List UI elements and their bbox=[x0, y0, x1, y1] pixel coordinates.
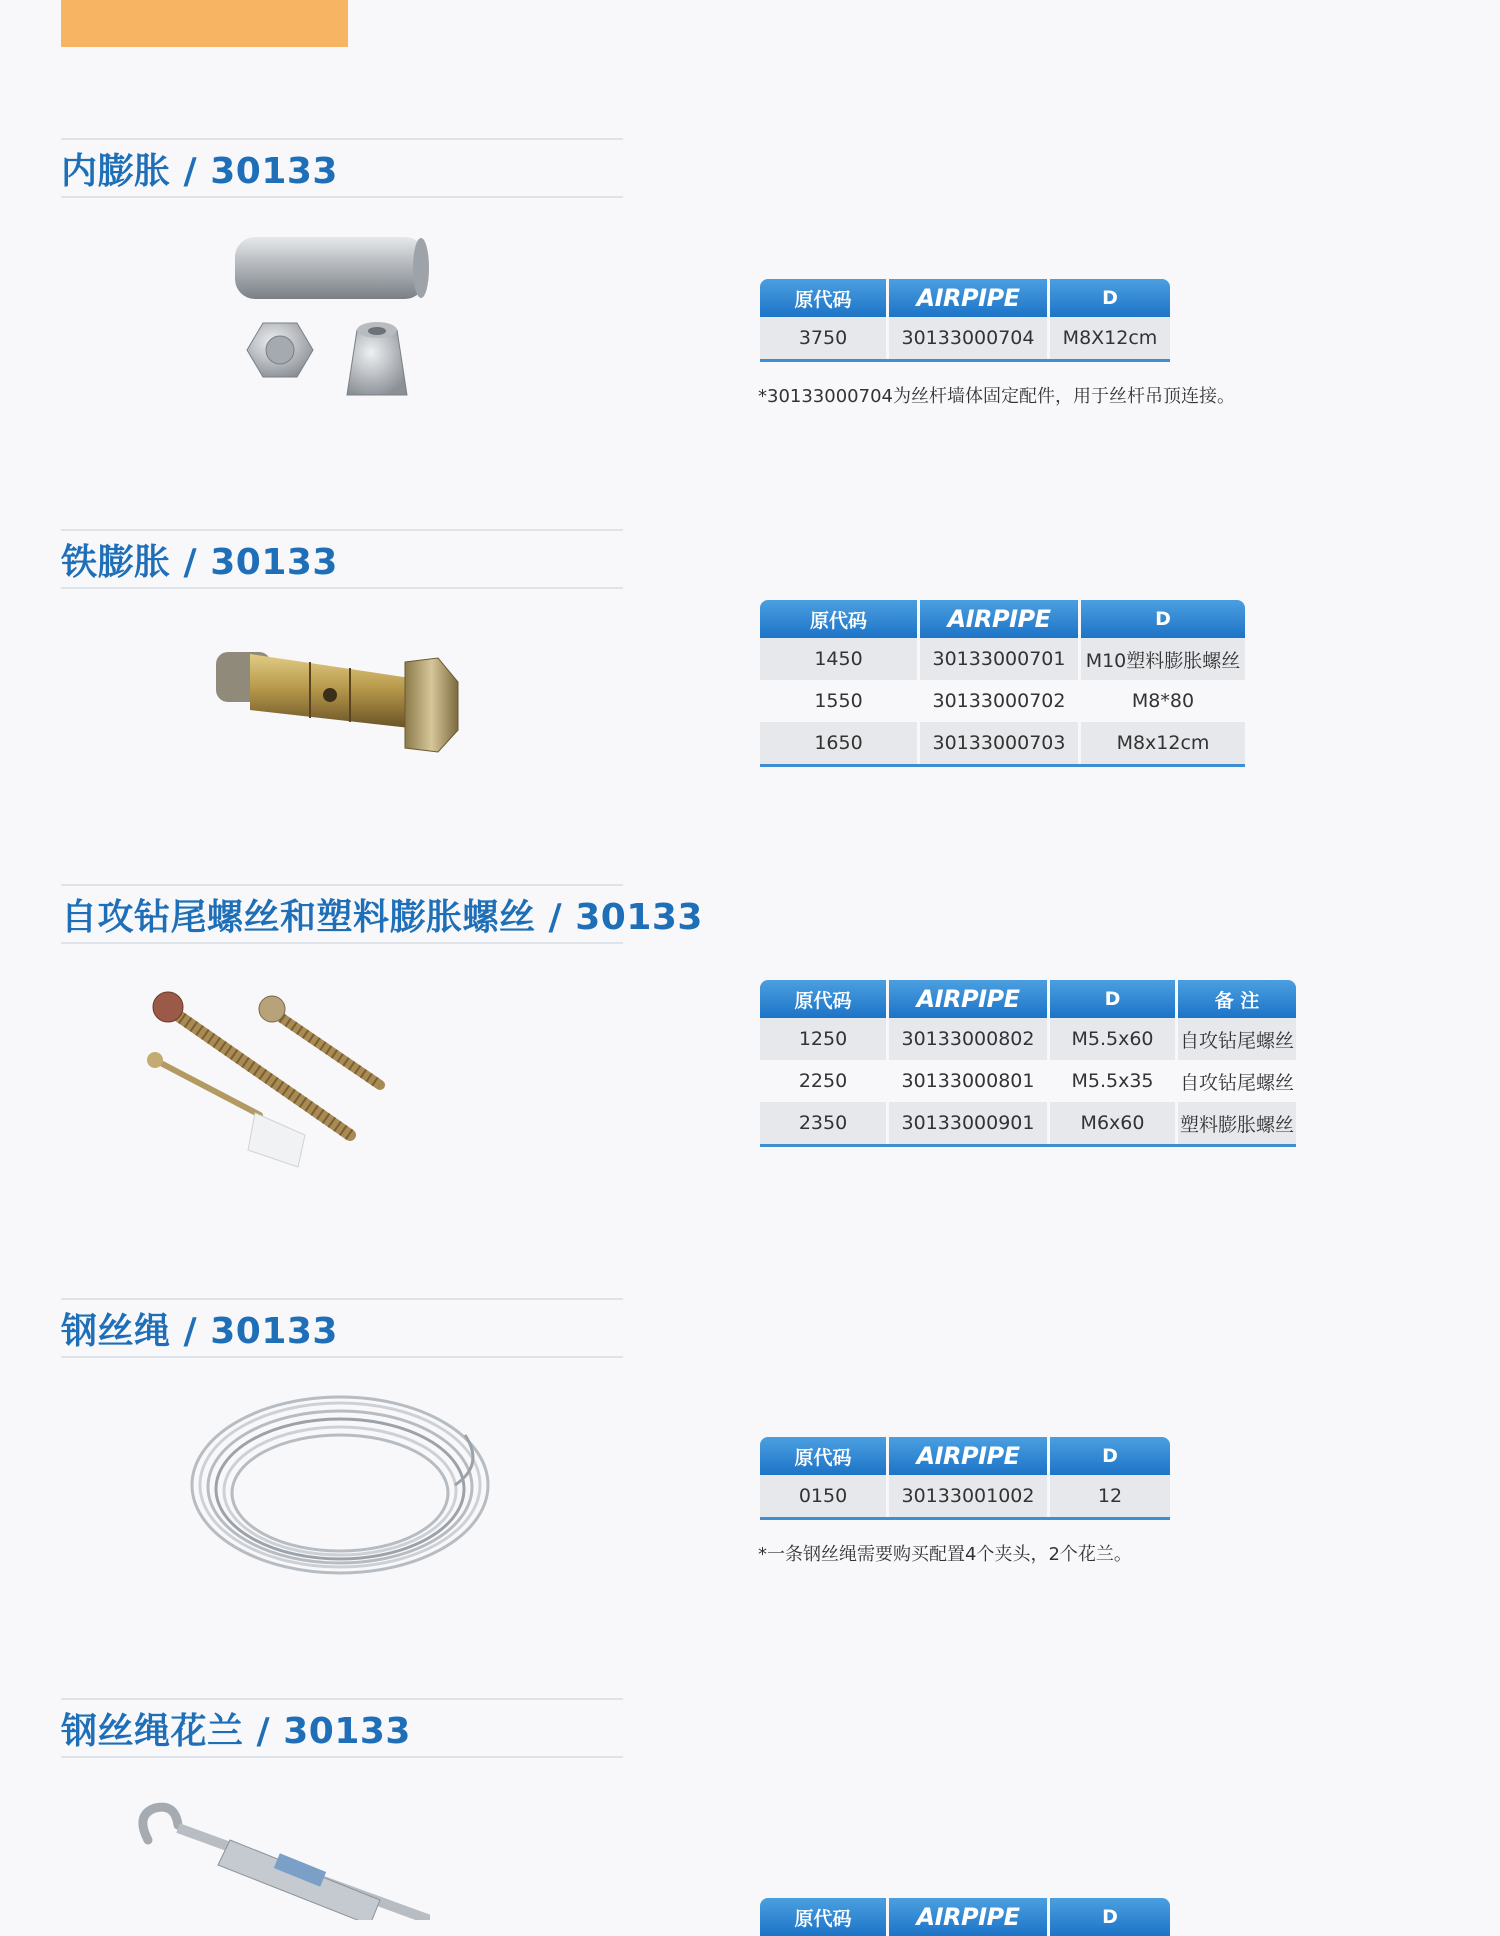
section-title-inner-expansion: 内膨胀 / 30133 bbox=[61, 138, 623, 198]
table-row: 2250 30133000801 M5.5x35 自攻钻尾螺丝 bbox=[760, 1060, 1296, 1102]
section-title-wire-rope: 钢丝绳 / 30133 bbox=[61, 1298, 623, 1358]
section-title-turnbuckle: 钢丝绳花兰 / 30133 bbox=[61, 1698, 623, 1758]
table-row: 0150 30133001002 12 bbox=[760, 1475, 1170, 1517]
table-row: 1550 30133000702 M8*80 bbox=[760, 680, 1245, 722]
orange-header-tab bbox=[61, 0, 348, 47]
table-row: 2350 30133000901 M6x60 塑料膨胀螺丝 bbox=[760, 1102, 1296, 1144]
iron-expansion-bolt-photo bbox=[210, 640, 470, 770]
section-title-iron-expansion: 铁膨胀 / 30133 bbox=[61, 529, 623, 589]
self-drilling-screws-photo bbox=[130, 985, 400, 1185]
spec-table-screws: 原代码 AIRPIPE D 备 注 1250 30133000802 M5.5x60 自攻钻尾螺丝 2250 30133000801 M5.5x35 自攻钻尾螺丝 2350 30133000901 M6x60 塑料膨胀螺丝 bbox=[760, 980, 1296, 1147]
footnote: *30133000704为丝杆墙体固定配件，用于丝杆吊顶连接。 bbox=[758, 386, 1235, 407]
turnbuckle-photo bbox=[130, 1800, 430, 1920]
wire-rope-coil-photo bbox=[185, 1385, 495, 1585]
spec-table-inner-expansion: 原代码 AIRPIPE D 3750 30133000704 M8X12cm bbox=[760, 279, 1170, 362]
table-row: 1650 30133000703 M8x12cm bbox=[760, 722, 1245, 764]
section-title-screws: 自攻钻尾螺丝和塑料膨胀螺丝 / 30133 bbox=[61, 884, 623, 944]
spec-table-iron-expansion: 原代码 AIRPIPE D 1450 30133000701 M10塑料膨胀螺丝 1550 30133000702 M8*80 1650 30133000703 M8x12cm bbox=[760, 600, 1245, 767]
table-row: 1450 30133000701 M10塑料膨胀螺丝 bbox=[760, 638, 1245, 680]
table-row: 1250 30133000802 M5.5x60 自攻钻尾螺丝 bbox=[760, 1018, 1296, 1060]
table-row: 3750 30133000704 M8X12cm bbox=[760, 317, 1170, 359]
spec-table-turnbuckle: 原代码 AIRPIPE D bbox=[760, 1898, 1170, 1936]
footnote: *一条钢丝绳需要购买配置4个夹头，2个花兰。 bbox=[758, 1544, 1132, 1565]
inner-expansion-anchor-photo bbox=[225, 225, 435, 425]
spec-table-wire-rope: 原代码 AIRPIPE D 0150 30133001002 12 bbox=[760, 1437, 1170, 1520]
